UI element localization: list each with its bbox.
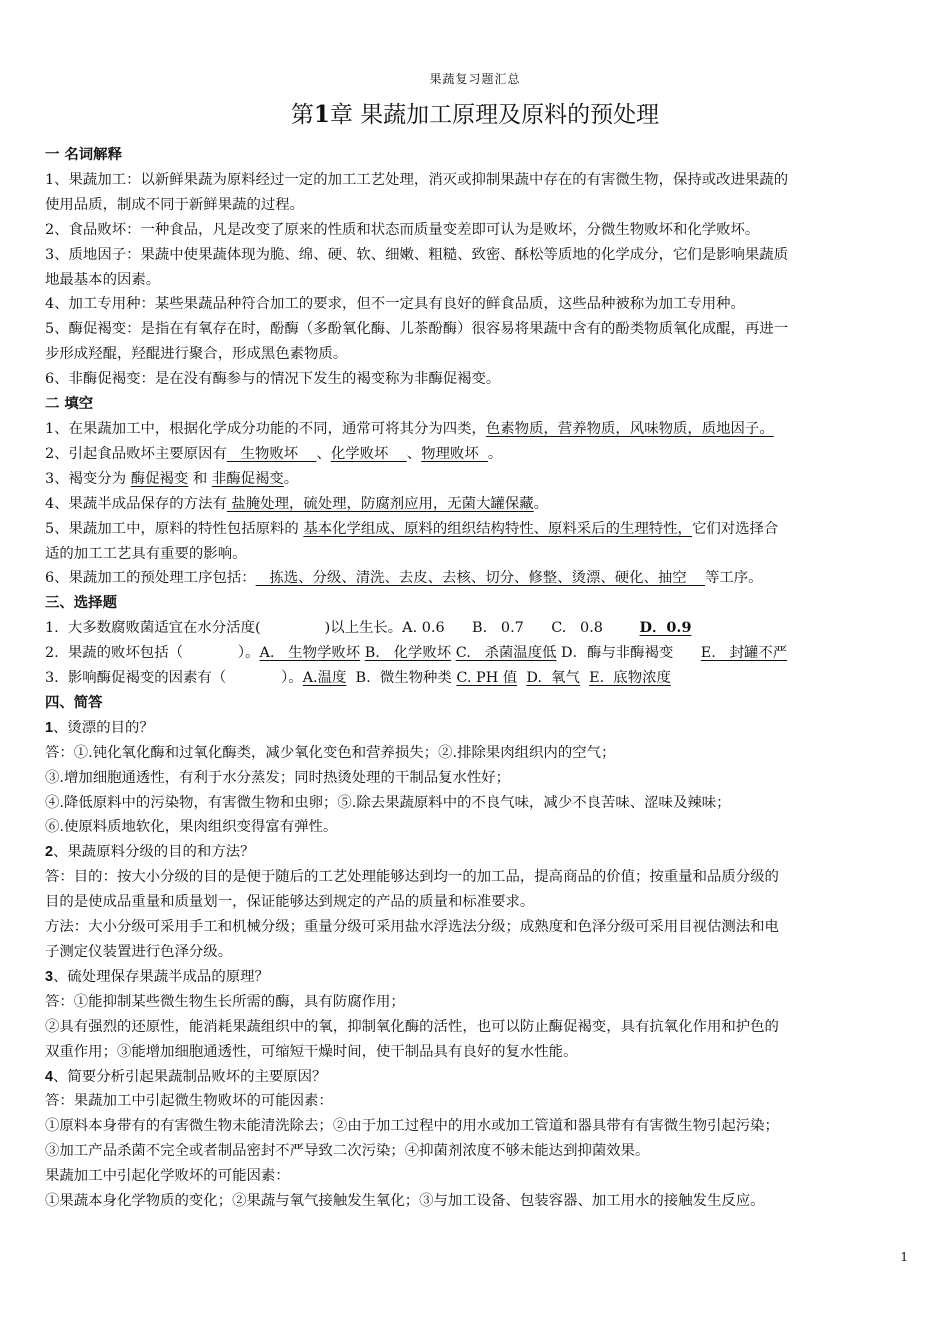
text-line: 果蔬加工中引起化学败坏的可能因素：	[45, 1168, 290, 1185]
answer-blank: 酶促褐变	[130, 470, 189, 487]
separator: 和	[188, 470, 212, 487]
text-line: ③.增加细胞通透性，有利于水分蒸发；同时热烫处理的干制品复水性好；	[45, 769, 511, 786]
answer-blank: 化学败坏	[330, 445, 407, 462]
text-line: 子测定仪装置进行色泽分级。	[45, 944, 233, 960]
section-heading: 二 填空	[45, 396, 94, 413]
correct-answer: B. 化学败坏	[364, 645, 452, 662]
question-text: 、果蔬原料分级的目的和方法？	[53, 844, 255, 861]
text-line: 答：①.钝化氧化酶和过氧化酶类，减少氧化变色和营养损失；②.排除果肉组织内的空气；	[45, 744, 616, 761]
section-heading: 三、选择题	[45, 595, 117, 612]
correct-answer: A. 生物学败坏	[259, 645, 361, 662]
answer-blank: 基本化学组成、原料的组织结构特性、原料采后的生理特性，	[303, 520, 692, 537]
text-line: ⑥.使原料质地软化，果肉组织变得富有弹性。	[45, 819, 338, 836]
text-line: 2、食品败坏：一种食品，凡是改变了原来的性质和状态而质量变差即可认为是败坏，分微生物败坏和化学败坏。	[45, 221, 760, 238]
correct-answer: C. 杀菌温度低	[455, 645, 557, 662]
document-body	[45, 143, 907, 1214]
option-text: B. 微生物种类	[346, 670, 457, 687]
fill-question	[45, 517, 907, 542]
correct-answer: C. PH 值	[456, 670, 518, 687]
answer-blank: 色素物质，营养物质，风味物质，质地因子。	[485, 420, 774, 437]
text-line: 步形成羟醌，羟醌进行聚合，形成黑色素物质。	[45, 346, 348, 363]
question-number: 4	[45, 1068, 54, 1085]
question-text: 5、果蔬加工中，原料的特性包括原料的	[45, 520, 304, 537]
question-number: 1	[45, 719, 54, 736]
separator: 。	[487, 445, 503, 462]
question-text: 、简要分析引起果蔬制品败坏的主要原因？	[53, 1068, 327, 1085]
separator: 。	[533, 495, 549, 512]
section-heading: 四、简答	[45, 694, 103, 711]
answer-blank: 非酶促褐变	[211, 470, 284, 487]
correct-answer: D．0.9	[639, 619, 692, 637]
text-line: 答：①能抑制某些微生物生长所需的酶，具有防腐作用；	[45, 993, 405, 1010]
text-line: ①原料本身带有的有害微生物未能清洗除去；②由于加工过程中的用水或加工管道和器具带有有害微生物引起污染；	[45, 1118, 779, 1135]
choice-question	[45, 616, 907, 641]
title-text: 章 果蔬加工原理及原料的预处理	[329, 102, 660, 128]
question-text: 6、果蔬加工的预处理工序包括：	[45, 570, 256, 587]
question-number: 3	[45, 968, 54, 985]
answer-blank: 物理败坏	[421, 445, 488, 462]
short-answer-question	[45, 1065, 907, 1090]
choice-question	[45, 666, 907, 691]
short-answer-question	[45, 965, 907, 990]
text-line: ③加工产品杀菌不完全或者制品密封不严导致二次污染；④抑菌剂浓度不够未能达到抑菌效果。	[45, 1143, 650, 1160]
short-answer-question	[45, 840, 907, 865]
text-line: 地最基本的因素。	[45, 271, 161, 288]
text-line: 方法：大小分级可采用手工和机械分级；重量分级可采用盐水浮选法分级；成熟度和色泽分级可采用目视估测法和电	[45, 919, 779, 936]
answer-blank: 生物败坏	[226, 445, 317, 462]
question-text: 、硫处理保存果蔬半成品的原理？	[53, 968, 269, 985]
question-text: 4、果蔬半成品保存的方法有	[45, 495, 227, 512]
text-line: 答：目的：按大小分级的目的是便于随后的工艺处理能够达到均一的加工品，提高商品的价值；按重量和品质分级的	[45, 869, 779, 886]
question-text: 2. 果蔬的败坏包括（ ）。	[45, 645, 260, 662]
section-heading: 一 名词解释	[45, 147, 122, 163]
fill-question	[45, 492, 907, 517]
question-text: 1、在果蔬加工中，根据化学成分功能的不同，通常可将其分为四类，	[45, 420, 486, 437]
choice-question	[45, 641, 907, 666]
question-text: 它们对选择合	[691, 520, 779, 537]
text-line: 1、果蔬加工：以新鲜果蔬为原料经过一定的加工工艺处理，消灭或抑制果蔬中存在的有害微生物，保持或改进果蔬的	[45, 171, 789, 188]
title-chapter-number: 1	[313, 101, 330, 128]
correct-answer: A.温度	[302, 670, 347, 687]
text-line: ④.降低原料中的污染物，有害微生物和虫卵；⑤.除去果蔬原料中的不良气味，减少不良苦味、涩味及辣味；	[45, 794, 731, 811]
question-text: 2、引起食品败坏主要原因有	[45, 445, 227, 462]
page-number: 1	[900, 1250, 908, 1264]
chapter-title	[0, 96, 950, 129]
question-text: 、烫漂的目的？	[53, 719, 154, 736]
text-line: 5、酶促褐变：是指在有氧存在时，酚酶（多酚氧化酶、儿茶酚酶）很容易将果蔬中含有的酚类物质氧化成醌，再进一	[45, 321, 789, 338]
text-line: ②具有强烈的还原性，能消耗果蔬组织中的氧，抑制氧化酶的活性，也可以防止酶促褐变，具有抗氧化作用和护色的	[45, 1018, 779, 1035]
question-text: 1. 大多数腐败菌适宜在水分活度( )以上生长。A. 0.6 B. 0.7 C. 0.8	[45, 620, 640, 637]
question-number: 2	[45, 844, 54, 861]
text-line: 答：果蔬加工中引起微生物败坏的可能因素：	[45, 1093, 333, 1110]
correct-answer: E. 底物浓度	[589, 670, 671, 687]
short-answer-question	[45, 716, 907, 741]
page-header: 果蔬复习题汇总	[429, 72, 521, 86]
text-line: 适的加工工艺具有重要的影响。	[45, 545, 247, 562]
text-line: 双重作用；③能增加细胞通透性，可缩短干燥时间，使干制品具有良好的复水性能。	[45, 1043, 578, 1060]
answer-blank: 拣选、分级、清洗、去皮、去核、切分、修整、烫漂、硬化、抽空	[255, 570, 705, 587]
fill-question	[45, 417, 907, 442]
question-text: 3、褐变分为	[45, 470, 131, 487]
answer-blank: 盐腌处理，硫处理，防腐剂应用，无菌大罐保藏	[226, 495, 534, 512]
correct-answer: D. 氧气	[526, 670, 580, 687]
separator: 、	[406, 445, 422, 462]
separator: 。	[283, 470, 299, 487]
text-line: 3、质地因子：果蔬中使果蔬体现为脆、绵、硬、软、细嫩、粗糙、致密、酥松等质地的化学成分，它们是影响果蔬质	[45, 246, 789, 263]
fill-question	[45, 467, 907, 492]
option-text: D．酶与非酶褐变	[556, 645, 701, 662]
question-text: 3. 影响酶促褐变的因素有（ ）。	[45, 670, 303, 687]
correct-answer: E. 封罐不严	[700, 645, 788, 662]
text-line: 目的是使成品重量和质量划一，保证能够达到规定的产品的质量和标准要求。	[45, 894, 535, 911]
question-text: 等工序。	[705, 570, 763, 587]
fill-question	[45, 442, 907, 467]
text-line: 使用品质，制成不同于新鲜果蔬的过程。	[45, 196, 305, 213]
text-line: ①果蔬本身化学物质的变化；②果蔬与氧气接触发生氧化；③与加工设备、包装容器、加工用水的接触发生反应。	[45, 1193, 765, 1210]
title-prefix: 第	[290, 102, 314, 128]
text-line: 4、加工专用种：某些果蔬品种符合加工的要求，但不一定具有良好的鲜食品质，这些品种被称为加工专用种。	[45, 296, 745, 313]
separator: 、	[316, 445, 331, 462]
text-line: 6、非酶促褐变：是在没有酶参与的情况下发生的褐变称为非酶促褐变。	[45, 371, 501, 388]
fill-question	[45, 566, 907, 591]
